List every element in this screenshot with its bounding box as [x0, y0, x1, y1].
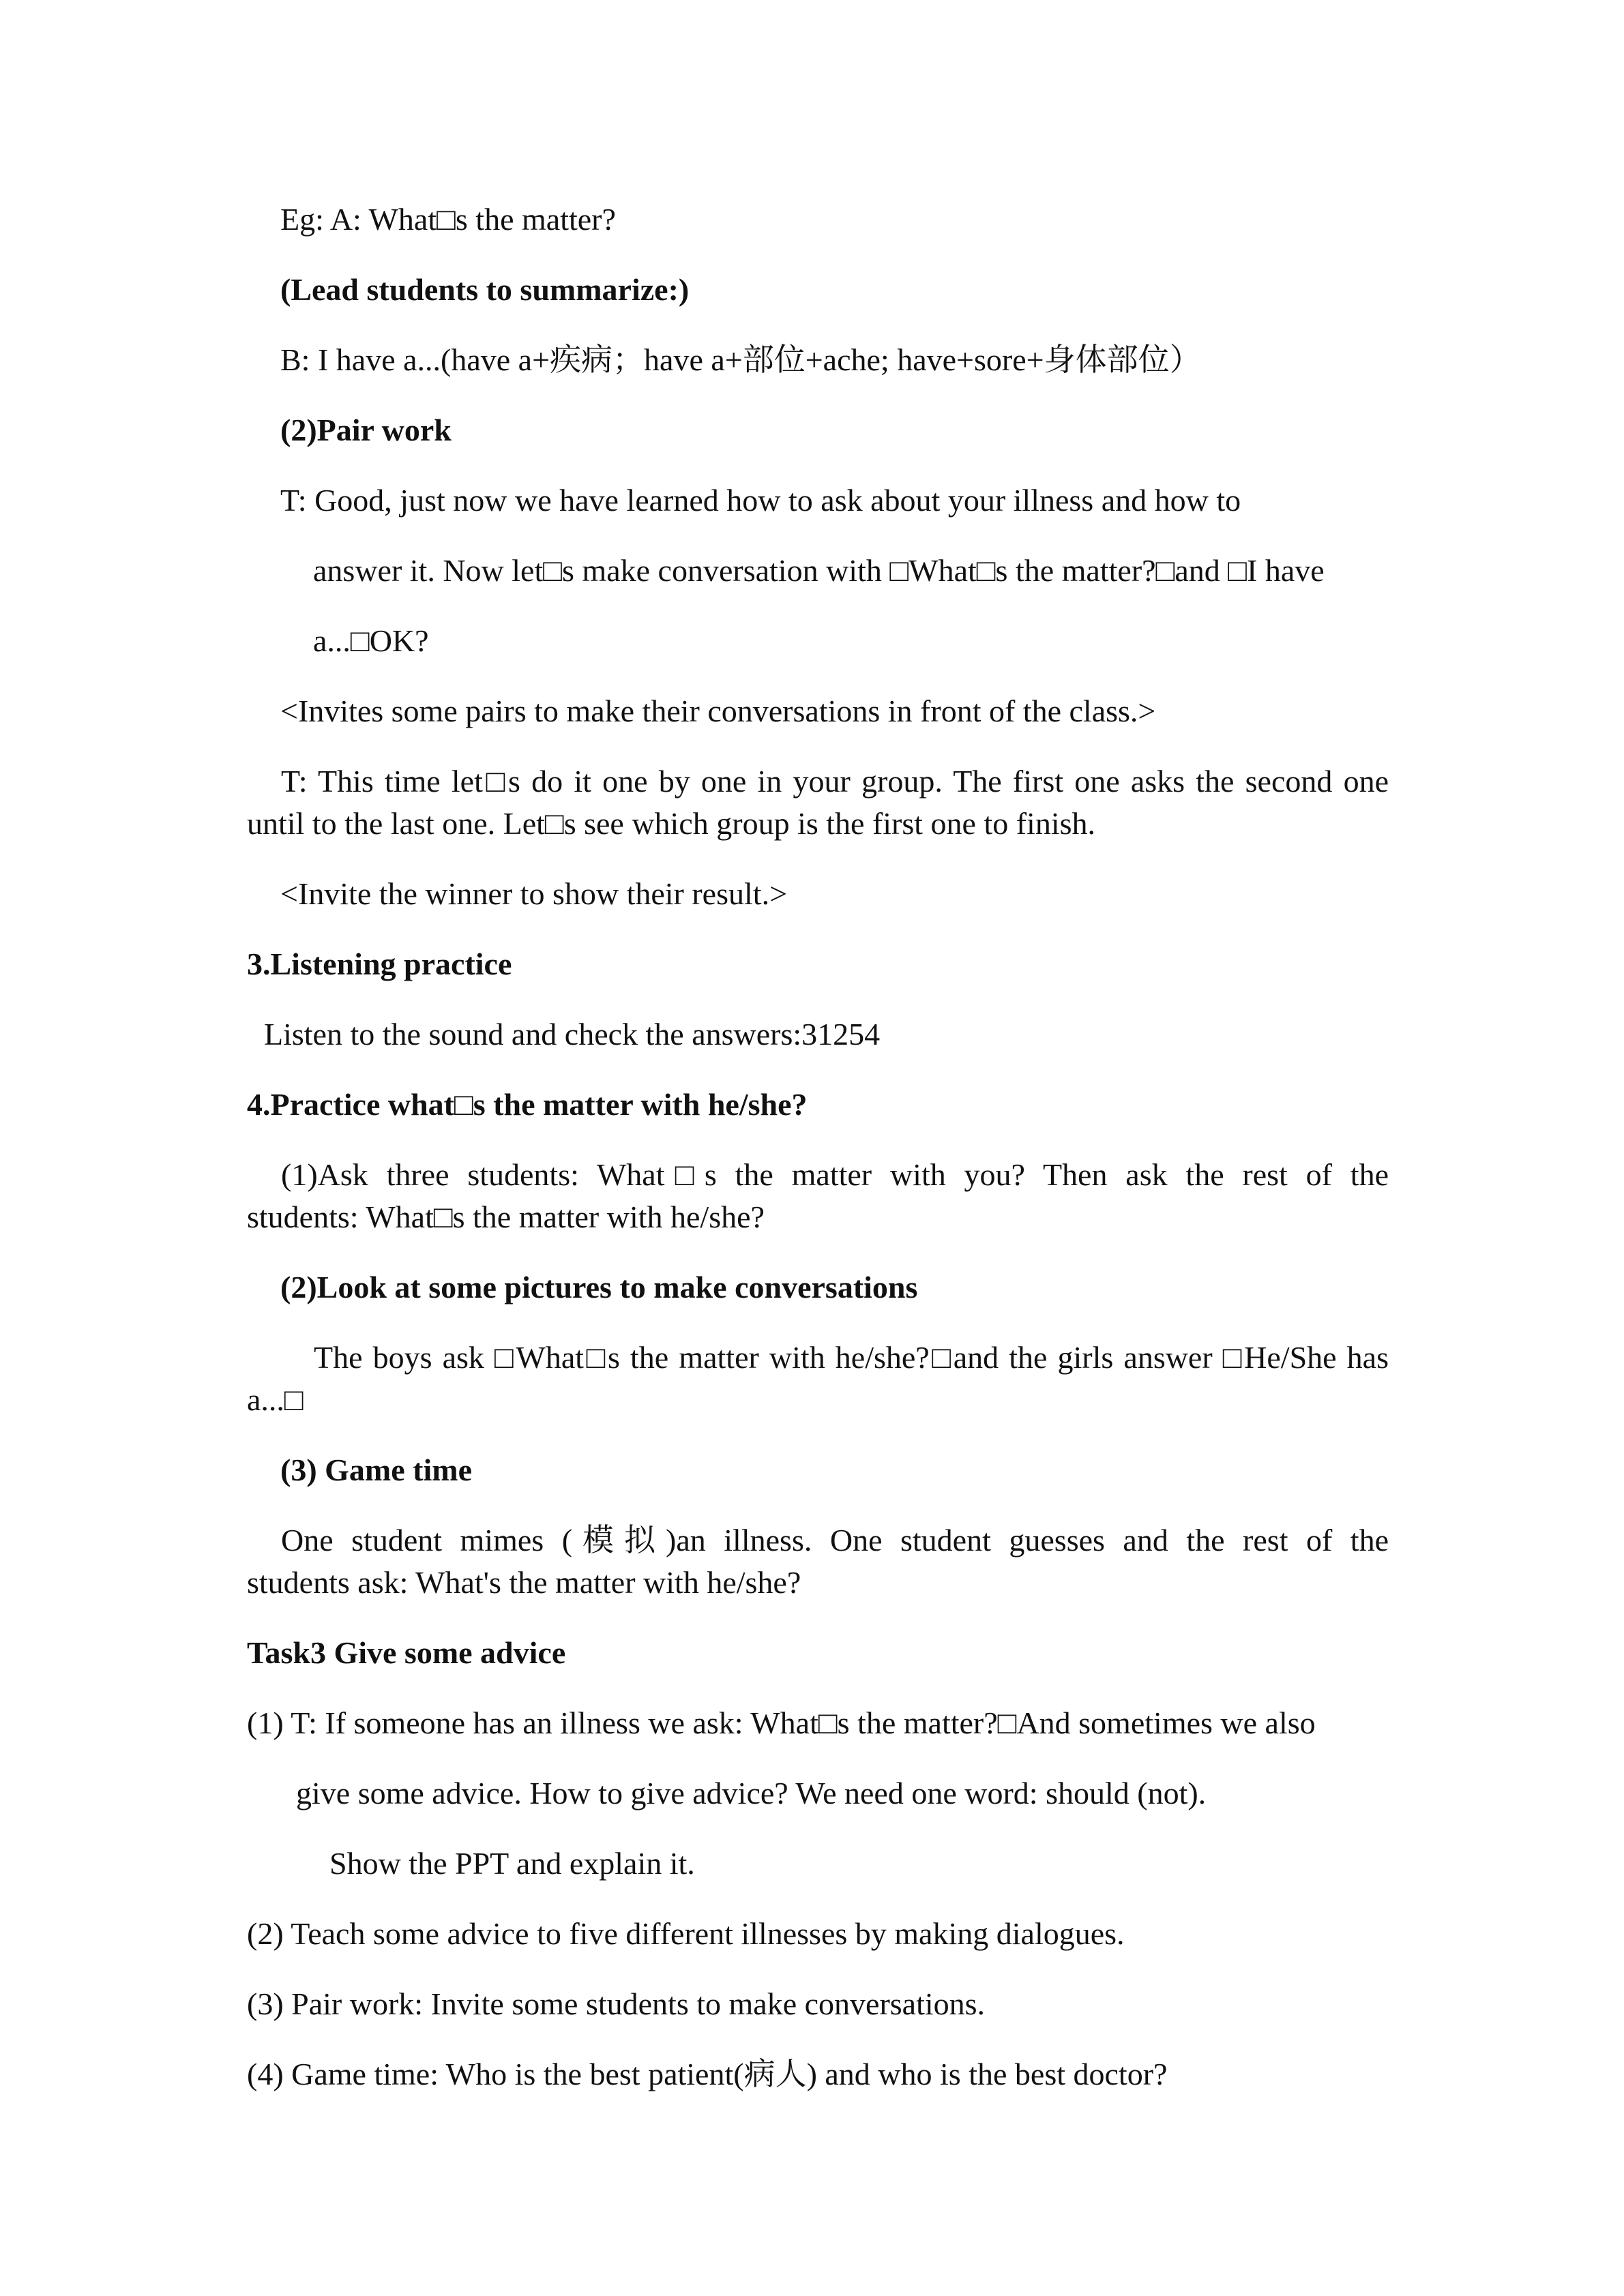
pair-work-heading: (2)Pair work [280, 413, 452, 447]
answer-pattern-line: B: I have a...(have a+疾病；have a+部位+ache; have+sore+身体部位） [280, 342, 1201, 377]
example-line: Eg: A: What□s the matter? [280, 202, 616, 237]
ask-three-line-1: (1)Ask three students: What□s the matter with you? Then ask the rest of the [281, 1157, 1389, 1192]
practice-heading: 4.Practice what□s the matter with he/she? [247, 1087, 808, 1122]
lead-summarize-heading: (Lead students to summarize:) [280, 272, 690, 307]
boys-ask-line-1: The boys ask □What□s the matter with he/she?□and the girls answer □He/She has [314, 1340, 1389, 1375]
invite-winner-note: <Invite the winner to show their result.> [280, 876, 788, 911]
boys-ask-paragraph [247, 1337, 1389, 1421]
ask-three-line-2: students: What□s the matter with he/she? [247, 1199, 765, 1234]
teacher-good-line-3: a...□OK? [313, 623, 429, 658]
advice-line-2: give some advice. How to give advice? We need one word: should (not). [296, 1776, 1207, 1810]
listening-practice-heading: 3.Listening practice [247, 946, 512, 981]
advice-line-3: Show the PPT and explain it. [329, 1846, 695, 1881]
listening-text: Listen to the sound and check the answers:31254 [264, 1017, 881, 1052]
invites-pairs-note: <Invites some pairs to make their conversations in front of the class.> [280, 694, 1156, 728]
mimes-line-1: One student mimes (模拟)an illness. One student guesses and the rest of the [281, 1523, 1389, 1557]
ask-three-paragraph [247, 1154, 1389, 1238]
teacher-good-line-1: T: Good, just now we have learned how to ask about your illness and how to [280, 483, 1241, 518]
this-time-line-1: T: This time let□s do it one by one in your group. The first one asks the second one [281, 764, 1389, 799]
game-best-line: (4) Game time: Who is the best patient(病人) and who is the best doctor? [247, 2057, 1168, 2091]
advice-line-1: (1) T: If someone has an illness we ask: What□s the matter?□And sometimes we also [247, 1705, 1316, 1740]
boys-ask-line-2: a...□ [247, 1382, 304, 1417]
teacher-good-line-2: answer it. Now let□s make conversation with □What□s the matter?□and □I have [313, 553, 1325, 588]
this-time-paragraph [247, 760, 1389, 845]
mimes-paragraph [247, 1519, 1389, 1604]
task3-heading: Task3 Give some advice [247, 1635, 566, 1670]
look-pictures-heading: (2)Look at some pictures to make conversations [280, 1270, 918, 1304]
teach-advice-line: (2) Teach some advice to five different illnesses by making dialogues. [247, 1916, 1125, 1951]
pair-work-invite-line: (3) Pair work: Invite some students to make conversations. [247, 1986, 986, 2021]
game-time-heading: (3) Game time [280, 1452, 472, 1487]
this-time-line-2: until to the last one. Let□s see which group is the first one to finish. [247, 806, 1096, 841]
mimes-line-2: students ask: What's the matter with he/she? [247, 1565, 801, 1600]
